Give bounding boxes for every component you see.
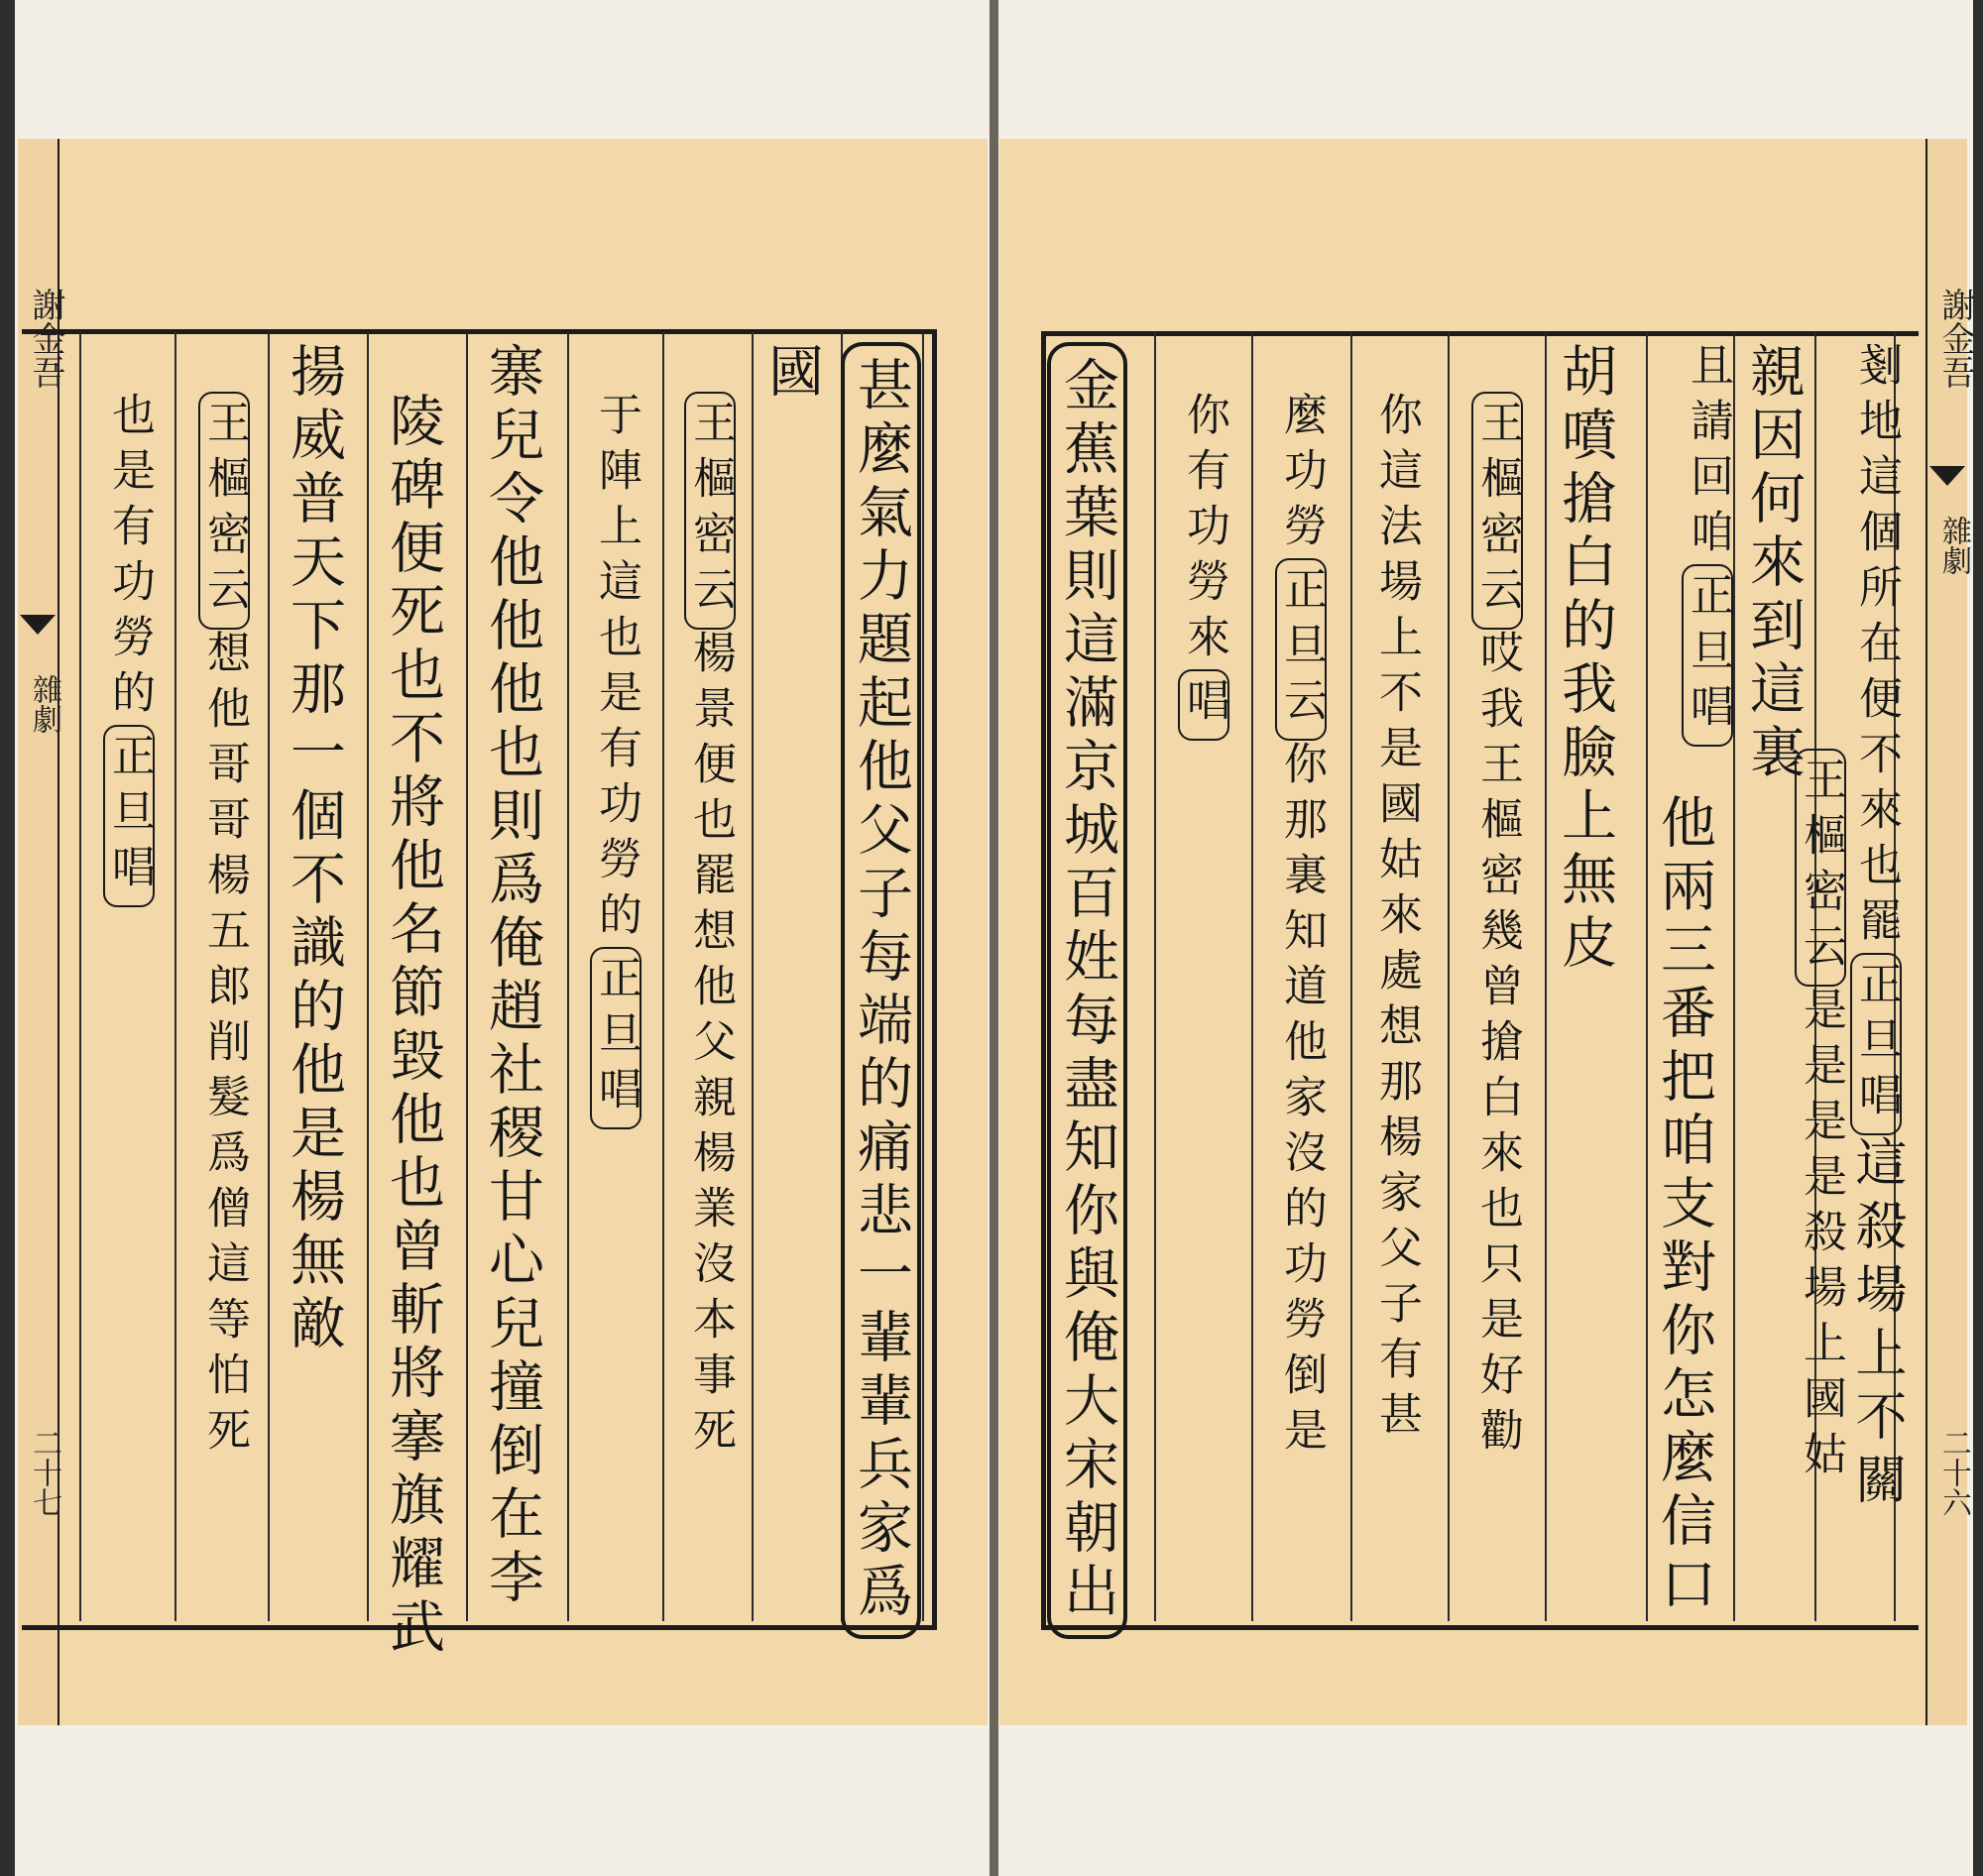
text-column-L2: 國 (759, 342, 824, 406)
role-marker: 唱 (1178, 669, 1229, 741)
column-rule (567, 332, 569, 1621)
banxin-title: 謝金吾 (1935, 288, 1975, 389)
role-marker: 王樞密云 (1471, 392, 1523, 630)
text-column-R10-text: 你有功勞來 (1179, 392, 1229, 669)
column-rule (268, 332, 270, 1621)
column-rule (79, 332, 81, 1621)
banxin-title: 謝金吾 (26, 288, 65, 389)
book-gutter (990, 0, 998, 1876)
text-column-R4 (1795, 749, 1846, 1486)
text-column-R7-text: 哎我王樞密幾曾搶白來也只是好勸 (1472, 630, 1523, 1463)
text-column-R1-text: 剗地這個所在便不來也罷 (1851, 342, 1902, 953)
column-rule (466, 332, 468, 1621)
text-column-R4-text: 是是是是殺場上國姑 (1796, 987, 1846, 1486)
text-column-R1 (1846, 342, 1906, 1516)
text-column-L3 (684, 392, 736, 1463)
text-column-R11-text: 金蕉葉則這滿京城百姓每盡知你與俺大宋朝出 (1047, 342, 1127, 1639)
text-column-R2 (1682, 342, 1733, 747)
role-marker: 正旦唱 (1850, 953, 1902, 1135)
text-column-R3: 親因何來到這裏 (1741, 342, 1806, 786)
text-column-L7: 揚威普天下那一個不識的他是楊無敵 (282, 342, 346, 1357)
text-column-L8 (198, 392, 250, 1463)
role-marker: 王樞密云 (1795, 749, 1846, 987)
role-marker: 王樞密云 (684, 392, 736, 630)
text-column-R5: 他兩三番把咱支對你怎麼信口 (1652, 793, 1716, 1618)
column-rule (1448, 332, 1450, 1621)
text-column-L5-text: 寨兒令他他他也則爲俺趙社稷甘心兒撞倒在李 (480, 342, 544, 1611)
banxin-leaf-number: 二十六 (1936, 1428, 1971, 1517)
text-column-R9 (1275, 392, 1327, 1463)
text-column-R6: 胡噴搶白的我臉上無皮 (1553, 342, 1617, 977)
column-rule (662, 332, 664, 1621)
column-rule (1733, 332, 1735, 1621)
role-marker: 正旦云 (1275, 558, 1327, 741)
text-column-L4 (590, 392, 642, 1129)
text-column-R1-sung: 這殺場上不關 (1846, 1135, 1906, 1516)
column-rule (1545, 332, 1547, 1621)
column-rule (1646, 332, 1648, 1621)
fish-tail-icon (1929, 466, 1965, 486)
text-column-R9-text2: 你那裏知道他家沒的功勞倒是 (1276, 741, 1327, 1463)
text-column-L4-text: 于陣上這也是有功勞的 (591, 392, 642, 947)
banxin-category: 雜劇 (1936, 516, 1971, 575)
text-column-L8-text: 想他哥哥楊五郎削髮爲僧這等怕死 (199, 630, 250, 1463)
role-marker: 正旦唱 (103, 725, 155, 907)
text-column-R8: 你這法場上不是國姑來處想那楊家父子有甚 (1371, 392, 1422, 1447)
role-marker: 王樞密云 (198, 392, 250, 630)
text-column-L5 (480, 342, 544, 1611)
text-column-R2-text: 且請回咱 (1683, 342, 1733, 564)
column-rule (175, 332, 176, 1621)
text-column-L6: 陵碑便死也不將他名節毀他也曾斬將搴旗耀武 (381, 392, 445, 1661)
text-column-L9-text: 也是有功勞的 (104, 392, 155, 725)
column-rule (752, 332, 754, 1621)
column-rule (367, 332, 369, 1621)
banxin-leaf-number: 二十七 (27, 1428, 61, 1517)
text-column-L1 (849, 342, 913, 1639)
text-column-R9-text: 麼功勞 (1276, 392, 1327, 558)
banxin-category: 雜劇 (27, 674, 61, 734)
text-column-L1-text: 甚麼氣力題起他父子每端的痛悲一輩輩兵家爲 (841, 342, 921, 1639)
column-rule (1251, 332, 1253, 1621)
text-column-R7 (1471, 392, 1523, 1463)
text-column-R10 (1178, 392, 1229, 741)
role-marker: 正旦唱 (590, 947, 642, 1129)
column-rule (1350, 332, 1352, 1621)
text-column-L3-text: 楊景便也罷想他父親楊業沒本事死 (685, 630, 736, 1463)
role-marker: 正旦唱 (1682, 564, 1733, 747)
column-rule (922, 332, 924, 1621)
right-banxin (1925, 139, 1975, 1725)
text-column-L9 (103, 392, 155, 907)
text-column-R11 (1055, 342, 1119, 1639)
column-rule (1154, 332, 1156, 1621)
